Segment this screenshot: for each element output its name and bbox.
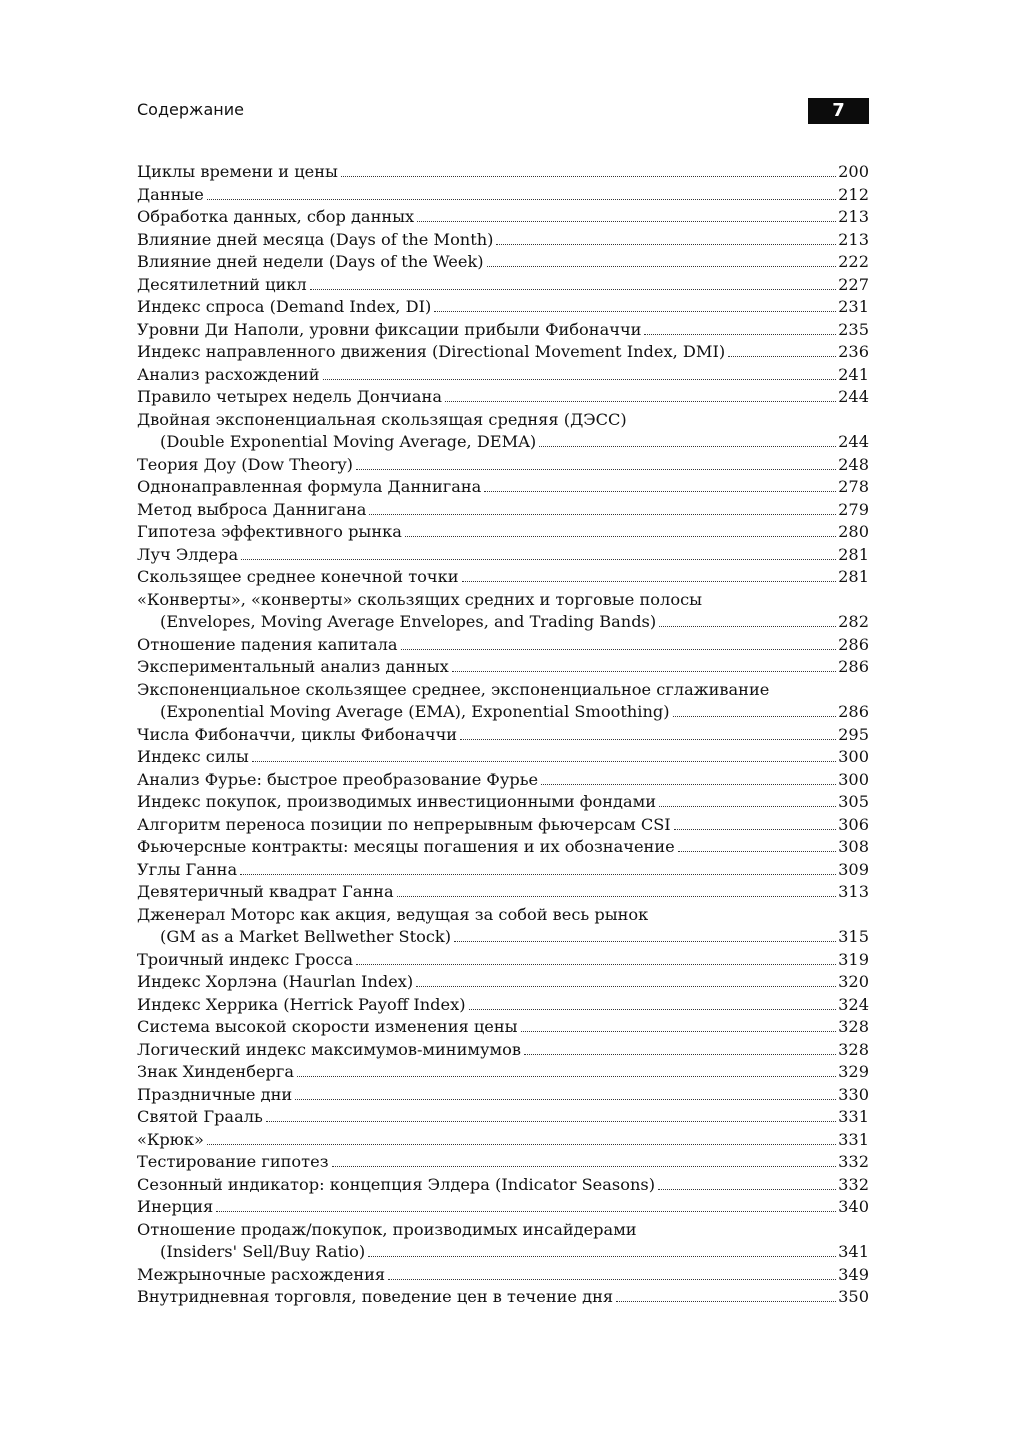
- toc-entry-continuation[interactable]: [137, 611, 869, 634]
- toc-entry[interactable]: [137, 319, 869, 342]
- toc-entry-title: Числа Фибоначчи, циклы Фибоначчи: [137, 724, 458, 744]
- toc-leader-dots: [252, 760, 836, 762]
- toc-page-number: 286: [838, 702, 869, 721]
- toc-leader-dots: [323, 378, 837, 380]
- toc-entry[interactable]: [137, 656, 869, 679]
- toc-page-number: 281: [838, 544, 869, 564]
- toc-leader-dots: [434, 310, 836, 312]
- toc-entry-title: Экспериментальный анализ данных: [137, 657, 449, 676]
- toc-entry-title: Тестирование гипотез: [137, 1152, 329, 1171]
- toc-entry-title: Анализ расхождений: [137, 364, 320, 384]
- toc-entry-title: Система высокой скорости изменения цены: [137, 1017, 518, 1036]
- toc-leader-dots: [388, 1278, 836, 1280]
- toc-entry-title: (Double Exponential Moving Average, DEMA): [160, 432, 537, 451]
- toc-entry[interactable]: [137, 364, 869, 387]
- toc-leader-dots: [397, 895, 836, 897]
- toc-page-number: 330: [838, 1084, 869, 1104]
- toc-leader-dots: [332, 1165, 837, 1167]
- toc-leader-dots: [241, 558, 836, 560]
- toc-entry[interactable]: [137, 499, 869, 522]
- toc-page-number: 306: [838, 814, 869, 834]
- toc-page-number: 350: [838, 1287, 869, 1306]
- toc-entry-title: Индекс покупок, производимых инвестиционными фондами: [137, 792, 656, 811]
- toc-page-number: 278: [838, 477, 869, 496]
- toc-entry-title: (Insiders' Sell/Buy Ratio): [160, 1242, 366, 1261]
- toc-entry[interactable]: [137, 521, 869, 544]
- toc-page-number: 328: [838, 1039, 869, 1059]
- toc-entry[interactable]: [137, 184, 869, 207]
- toc-entry[interactable]: [137, 1264, 869, 1287]
- toc-leader-dots: [452, 670, 836, 672]
- toc-entry[interactable]: [137, 1219, 869, 1242]
- toc-entry[interactable]: [137, 1016, 869, 1039]
- toc-entry-title: Углы Ганна: [137, 859, 238, 879]
- toc-entry[interactable]: [137, 904, 869, 927]
- toc-entry[interactable]: [137, 476, 869, 499]
- toc-entry[interactable]: [137, 634, 869, 657]
- toc-entry-title: Десятилетний цикл: [137, 274, 307, 294]
- toc-page-number: 329: [838, 1062, 869, 1081]
- toc-page-number: 315: [838, 927, 869, 946]
- toc-leader-dots: [616, 1300, 836, 1302]
- toc-page-number: 248: [838, 454, 869, 474]
- toc-entry[interactable]: [137, 1174, 869, 1197]
- toc-entry-title: Индекс направленного движения (Directional Movement Index, DMI): [137, 342, 726, 361]
- running-head-title: Содержание: [137, 100, 244, 119]
- toc-entry[interactable]: [137, 296, 869, 319]
- toc-entry-title: Экспоненциальное скользящее среднее, экспоненциальное сглаживание: [137, 679, 770, 699]
- toc-entry-title: (Exponential Moving Average (EMA), Exponential Smoothing): [160, 702, 670, 721]
- toc-leader-dots: [469, 1008, 837, 1010]
- toc-page-number: 309: [838, 859, 869, 879]
- toc-leader-dots: [521, 1030, 837, 1032]
- toc-page-number: 236: [838, 342, 869, 361]
- toc-entry-title: Индекс Хорлэна (Haurlan Index): [137, 972, 414, 991]
- toc-entry[interactable]: [137, 1039, 869, 1062]
- toc-entry-title: «Крюк»: [137, 1129, 204, 1149]
- toc-leader-dots: [659, 625, 836, 627]
- toc-entry-title: Влияние дней недели (Days of the Week): [137, 252, 484, 271]
- toc-entry-title: Святой Грааль: [137, 1107, 263, 1126]
- toc-entry-title: Отношение падения капитала: [137, 634, 398, 654]
- toc-leader-dots: [405, 535, 836, 537]
- toc-entry-title: Отношение продаж/покупок, производимых инсайдерами: [137, 1219, 637, 1239]
- toc-entry-title: Девятеричный квадрат Ганна: [137, 882, 394, 901]
- toc-page-number: 300: [838, 747, 869, 766]
- toc-entry[interactable]: [137, 769, 869, 792]
- toc-entry-title: «Конверты», «конверты» скользящих средних и торговые полосы: [137, 589, 703, 609]
- toc-entry[interactable]: [137, 161, 869, 184]
- toc-entry-title: Внутридневная торговля, поведение цен в течение дня: [137, 1287, 614, 1306]
- toc-entry-continuation[interactable]: [137, 926, 869, 949]
- toc-entry[interactable]: [137, 206, 869, 229]
- toc-entry-title: Праздничные дни: [137, 1084, 293, 1104]
- toc-entry[interactable]: [137, 251, 869, 274]
- toc-page-number: 286: [838, 634, 869, 654]
- toc-leader-dots: [484, 490, 836, 492]
- toc-entry-title: Влияние дней месяца (Days of the Month): [137, 229, 494, 249]
- toc-entry-title: Инерция: [137, 1197, 214, 1216]
- toc-leader-dots: [539, 445, 836, 447]
- toc-entry-title: Однонаправленная формула Даннигана: [137, 477, 482, 496]
- toc-entry[interactable]: [137, 859, 869, 882]
- toc-entry-title: Уровни Ди Наполи, уровни фиксации прибыли Фибоначчи: [137, 319, 642, 339]
- toc-leader-dots: [356, 468, 836, 470]
- page-number-badge: 7: [808, 98, 869, 124]
- toc-leader-dots: [487, 265, 837, 267]
- toc-entry-title: Дженерал Моторс как акция, ведущая за собой весь рынок: [137, 904, 649, 924]
- toc-entry[interactable]: [137, 1129, 869, 1152]
- toc-leader-dots: [356, 963, 836, 965]
- toc-entry[interactable]: [137, 589, 869, 612]
- toc-leader-dots: [658, 1188, 836, 1190]
- toc-entry-continuation[interactable]: [137, 1241, 869, 1264]
- toc-entry-title: Алгоритм переноса позиции по непрерывным фьючерсам CSI: [137, 814, 671, 834]
- toc-entry-title: Луч Элдера: [137, 544, 239, 564]
- toc-entry[interactable]: [137, 746, 869, 769]
- toc-page-number: 341: [838, 1242, 869, 1261]
- toc-entry-title: (GM as a Market Bellwether Stock): [160, 927, 452, 946]
- toc-leader-dots: [368, 1255, 836, 1257]
- toc-leader-dots: [297, 1075, 836, 1077]
- toc-leader-dots: [674, 828, 836, 830]
- toc-entry[interactable]: [137, 679, 869, 702]
- toc-entry-title: Индекс спроса (Demand Index, DI): [137, 297, 432, 316]
- toc-leader-dots: [369, 513, 836, 515]
- toc-entry[interactable]: [137, 881, 869, 904]
- toc-leader-dots: [341, 175, 836, 177]
- toc-entry[interactable]: [137, 409, 869, 432]
- toc-entry[interactable]: [137, 544, 869, 567]
- toc-page-number: 313: [838, 882, 869, 901]
- toc-page-number: 200: [838, 162, 869, 181]
- toc-leader-dots: [462, 580, 837, 582]
- toc-entry-title: Межрыночные расхождения: [137, 1264, 386, 1284]
- toc-page-number: 324: [838, 994, 869, 1014]
- toc-entry-title: Метод выброса Даннигана: [137, 499, 367, 519]
- toc-entry-continuation[interactable]: [137, 431, 869, 454]
- toc-entry-title: (Envelopes, Moving Average Envelopes, and Trading Bands): [160, 612, 657, 631]
- toc-entry[interactable]: [137, 454, 869, 477]
- toc-entry-title: Индекс силы: [137, 747, 249, 766]
- toc-leader-dots: [207, 1143, 836, 1145]
- toc-entry[interactable]: [137, 1286, 869, 1309]
- toc-entry-title: Сезонный индикатор: концепция Элдера (Indicator Seasons): [137, 1174, 656, 1194]
- toc-page-number: 231: [838, 297, 869, 316]
- toc-entry[interactable]: [137, 836, 869, 859]
- toc-entry-title: Знак Хинденберга: [137, 1062, 295, 1081]
- toc-page-number: 279: [838, 499, 869, 519]
- toc-entry-title: Индекс Херрика (Herrick Payoff Index): [137, 994, 466, 1014]
- toc-leader-dots: [401, 648, 837, 650]
- toc-entry-title: Данные: [137, 184, 204, 204]
- toc-entry[interactable]: [137, 229, 869, 252]
- toc-page-number: 328: [838, 1017, 869, 1036]
- toc-entry[interactable]: [137, 1196, 869, 1219]
- toc-page-number: 213: [838, 207, 869, 226]
- toc-page-number: 331: [838, 1129, 869, 1149]
- toc-page-number: 282: [838, 612, 869, 631]
- toc-page-number: 281: [838, 567, 869, 586]
- page-header: [137, 98, 869, 124]
- toc-page-number: 305: [838, 792, 869, 811]
- toc-page-number: 319: [838, 949, 869, 969]
- toc-leader-dots: [644, 333, 836, 335]
- toc-page-number: 340: [838, 1197, 869, 1216]
- toc-leader-dots: [496, 243, 836, 245]
- toc-page-number: 332: [838, 1174, 869, 1194]
- toc-entry-title: Троичный индекс Гросса: [137, 949, 354, 969]
- toc-entry[interactable]: [137, 566, 869, 589]
- toc-entry[interactable]: [137, 971, 869, 994]
- toc-page-number: 235: [838, 319, 869, 339]
- toc-entry-title: Логический индекс максимумов-минимумов: [137, 1039, 521, 1059]
- toc-entry[interactable]: [137, 1106, 869, 1129]
- toc-entry[interactable]: [137, 1084, 869, 1107]
- toc-entry[interactable]: [137, 814, 869, 837]
- toc-entry-title: Гипотеза эффективного рынка: [137, 522, 402, 541]
- toc-leader-dots: [460, 738, 836, 740]
- toc-leader-dots: [310, 288, 836, 290]
- toc-entry[interactable]: [137, 386, 869, 409]
- toc-page-number: 308: [838, 837, 869, 856]
- toc-page-number: 222: [838, 252, 869, 271]
- toc-leader-dots: [524, 1053, 836, 1055]
- toc-page-number: 244: [838, 432, 869, 451]
- toc-leader-dots: [678, 850, 836, 852]
- toc-entry[interactable]: [137, 1151, 869, 1174]
- toc-entry[interactable]: [137, 994, 869, 1017]
- toc-entry-title: Циклы времени и цены: [137, 162, 338, 181]
- toc-page-number: 280: [838, 522, 869, 541]
- toc-leader-dots: [454, 940, 836, 942]
- toc-page-number: 331: [838, 1107, 869, 1126]
- toc-leader-dots: [417, 220, 836, 222]
- toc-page-number: 241: [838, 364, 869, 384]
- toc-page-number: 349: [838, 1264, 869, 1284]
- toc-entry-title: Обработка данных, сбор данных: [137, 207, 415, 226]
- toc-leader-dots: [541, 783, 836, 785]
- toc-page-number: 286: [838, 657, 869, 676]
- toc-page-number: 320: [838, 972, 869, 991]
- toc-leader-dots: [445, 400, 836, 402]
- toc-entry-continuation[interactable]: [137, 701, 869, 724]
- toc-entry[interactable]: [137, 724, 869, 747]
- toc-leader-dots: [416, 985, 836, 987]
- toc-leader-dots: [673, 715, 837, 717]
- toc-page-number: 300: [838, 769, 869, 789]
- toc-entry-title: Анализ Фурье: быстрое преобразование Фурье: [137, 769, 539, 789]
- toc-page-number: 295: [838, 724, 869, 744]
- toc-entry[interactable]: [137, 1061, 869, 1084]
- toc-entry-title: Двойная экспоненциальная скользящая средняя (ДЭСС): [137, 409, 627, 429]
- toc-page-number: 213: [838, 229, 869, 249]
- toc-leader-dots: [295, 1098, 836, 1100]
- toc-page-number: 244: [838, 387, 869, 406]
- toc-page-number: 212: [838, 184, 869, 204]
- toc-entry[interactable]: [137, 274, 869, 297]
- toc-leader-dots: [240, 873, 836, 875]
- toc-page-number: 332: [838, 1152, 869, 1171]
- toc-leader-dots: [266, 1120, 836, 1122]
- toc-page-number: 227: [838, 274, 869, 294]
- toc-entry[interactable]: [137, 341, 869, 364]
- toc-entry[interactable]: [137, 791, 869, 814]
- toc-entry-title: Теория Доу (Dow Theory): [137, 454, 353, 474]
- toc-entry-title: Скользящее среднее конечной точки: [137, 567, 459, 586]
- toc-leader-dots: [207, 198, 836, 200]
- toc-leader-dots: [216, 1210, 836, 1212]
- table-of-contents: [137, 161, 869, 1309]
- toc-leader-dots: [728, 355, 836, 357]
- toc-entry-title: Правило четырех недель Дончиана: [137, 387, 442, 406]
- toc-leader-dots: [659, 805, 836, 807]
- toc-entry-title: Фьючерсные контракты: месяцы погашения и их обозначение: [137, 837, 675, 856]
- toc-entry[interactable]: [137, 949, 869, 972]
